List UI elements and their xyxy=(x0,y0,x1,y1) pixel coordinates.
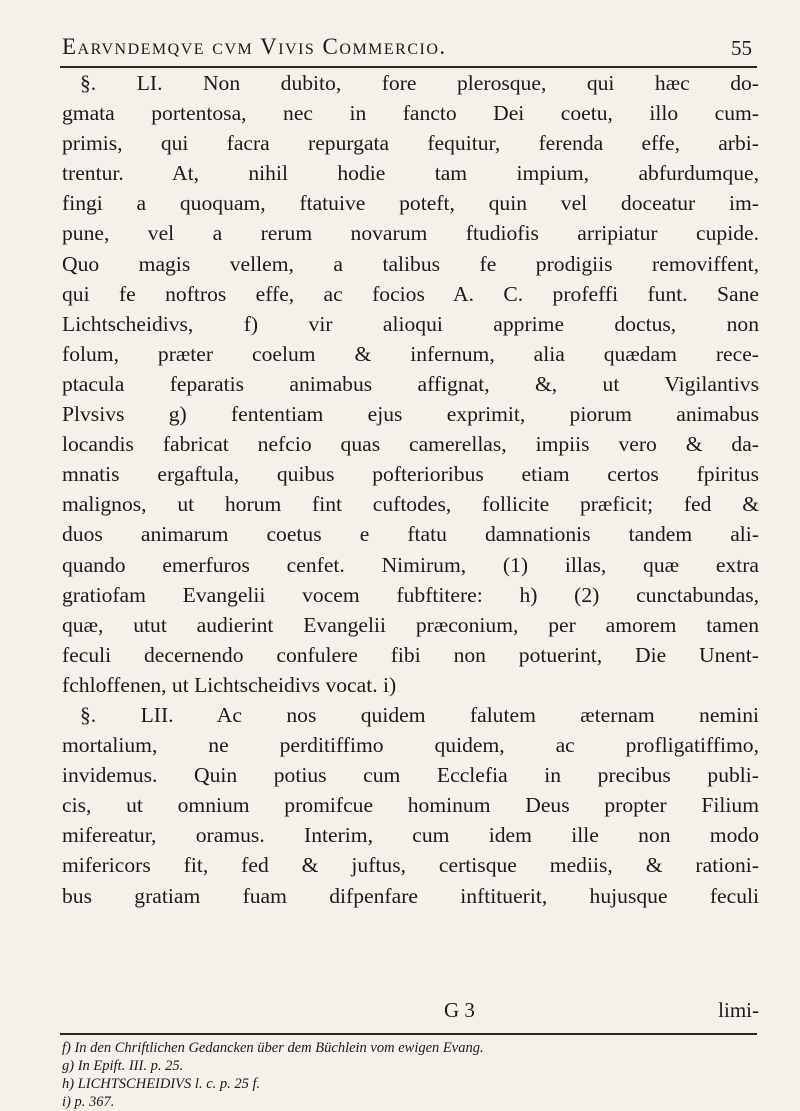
catchword: limi- xyxy=(718,998,759,1022)
text-line: mifereatur, oramus. Interim, cum idem ille non modo xyxy=(62,823,759,848)
footnotes xyxy=(62,1039,759,1111)
text-line: qui fe noftros effe, ac focios A. C. profeffi funt. Sane xyxy=(62,281,759,306)
text-line: feculi decernendo confulere fibi non potuerint, Die Unent- xyxy=(62,642,759,667)
text-line: Lichtscheidivs, f) vir alioqui apprime doctus, non xyxy=(62,311,759,336)
text-line: Plvsivs g) fententiam ejus exprimit, piorum animabus xyxy=(62,402,759,427)
text-line: bus gratiam fuam difpenfare inftituerit, hujusque feculi xyxy=(62,883,759,908)
text-line: mortalium, ne perditiffimo quidem, ac profligatiffimo, xyxy=(62,733,759,758)
signature-line xyxy=(62,998,759,1028)
text-line: gratiofam Evangelii vocem fubftitere: h) (2) cunctabundas, xyxy=(62,582,759,607)
signature-mark: G 3 xyxy=(444,998,475,1022)
text-line: Quo magis vellem, a talibus fe prodigiis removiffent, xyxy=(62,251,759,276)
text-line: locandis fabricat nefcio quas camerellas, impiis vero & da- xyxy=(62,432,759,457)
text-line: cis, ut omnium promifcue hominum Deus propter Filium xyxy=(62,793,759,818)
main-text xyxy=(62,68,759,911)
text-line: trentur. At, nihil hodie tam impium, abfurdumque, xyxy=(62,161,759,186)
footnote: h) LICHTSCHEIDIVS l. c. p. 25 f. xyxy=(62,1076,261,1092)
text-line: duos animarum coetus e ftatu damnationis tandem ali- xyxy=(62,522,759,547)
running-head-title: Earvndemqve cvm Vivis Commercio. xyxy=(62,34,447,59)
text-line: folum, præter coelum & infernum, alia quædam rece- xyxy=(62,341,759,366)
text-line: quando emerfuros cenfet. Nimirum, (1) illas, quæ extra xyxy=(62,552,759,577)
text-line: pune, vel a rerum novarum ftudiofis arripiatur cupide. xyxy=(62,221,759,246)
text-line: invidemus. Quin potius cum Ecclefia in precibus publi- xyxy=(62,763,759,788)
footnote: g) In Epift. III. p. 25. xyxy=(62,1058,184,1074)
text-line: ptacula feparatis animabus affignat, &, ut Vigilantivs xyxy=(62,371,759,396)
text-line: §. LI. Non dubito, fore plerosque, qui hæc do- xyxy=(80,71,759,95)
text-line: primis, qui facra repurgata fequitur, ferenda effe, arbi- xyxy=(62,131,759,156)
text-line: mnatis ergaftula, quibus pofterioribus etiam certos fpiritus xyxy=(62,462,759,487)
text-line: quæ, utut audierint Evangelii præconium, per amorem tamen xyxy=(62,612,759,637)
text-line: fchloffenen, ut Lichtscheidivs vocat. i) xyxy=(62,672,397,697)
text-line: mifericors fit, fed & juftus, certisque mediis, & rationi- xyxy=(62,853,759,878)
text-line: malignos, ut horum fint cuftodes, follicite præficit; fed & xyxy=(62,492,759,517)
text-line: §. LII. Ac nos quidem falutem æternam nemini xyxy=(80,702,759,727)
footnote-rule xyxy=(60,1033,757,1035)
page-number: 55 xyxy=(731,36,752,60)
text-line: fingi a quoquam, ftatuive poteft, quin vel doceatur im- xyxy=(62,191,759,216)
running-head xyxy=(62,30,752,66)
text-line: gmata portentosa, nec in fancto Dei coetu, illo cum- xyxy=(62,101,759,126)
footnote: f) In den Chriftlichen Gedancken über dem Büchlein vom ewigen Evang. xyxy=(62,1040,484,1056)
footnote: i) p. 367. xyxy=(62,1094,115,1110)
